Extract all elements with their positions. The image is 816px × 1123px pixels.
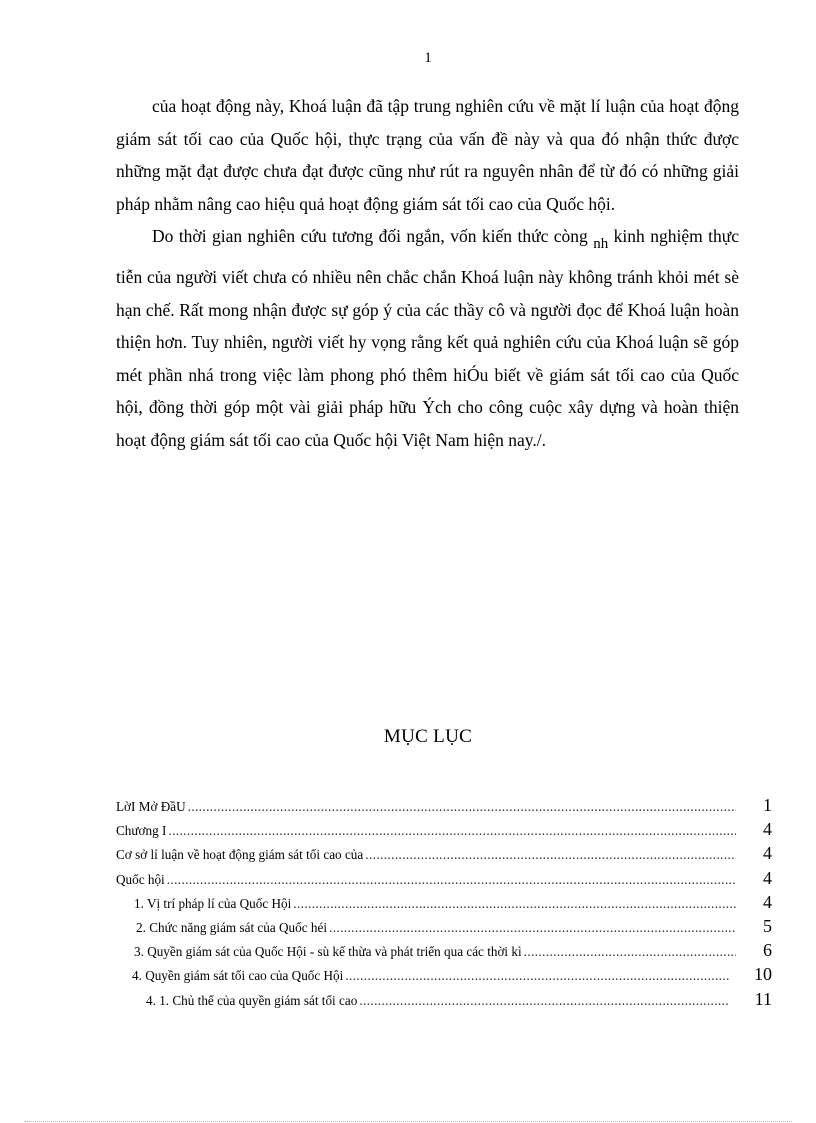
toc-entry-page: 1 (763, 795, 772, 815)
page-number: 1 (424, 50, 432, 66)
toc-entry-page: 5 (763, 915, 772, 936)
toc-leader-dots (345, 968, 730, 984)
toc-leader-dots (167, 872, 736, 888)
toc-entry-label: Chương I (116, 823, 167, 839)
toc-entry-label: LờI Mở ĐầU (116, 799, 186, 814)
toc-entry-page: 11 (754, 988, 772, 1009)
toc-entry[interactable] (116, 843, 772, 867)
toc-entry-label: 4. Quyền giám sát tối cao của Quốc Hội (132, 968, 344, 984)
toc-entry[interactable] (116, 989, 772, 1013)
table-of-contents (116, 795, 772, 1013)
misplaced-fragment: nh (593, 236, 609, 253)
toc-leader-dots (524, 944, 736, 960)
body-paragraph-text: kinh nghiệm thực tiễn của người viết chưa có nhiều nên chắc chắn Khoá luận này không tránh khỏi mét sè hạn chế. Rất mong nhận được sự góp ý của các thầy cô và người đọc để Khoá luận hoàn thiện hơn. Tuy nhiên, người viết hy vọng rằng kết quả nghiên cứu của Khoá luận sẽ góp mét phần nhá trong việc làm phong phó thêm hiÓu biết về giám sát tối cao của Quốc hội, đồng thời góp một vài giải pháp hữu Ých cho công cuộc xây dựng và hoàn thiện hoạt động giám sát tối cao của Quốc hội Việt Nam hiện nay./. (116, 226, 739, 450)
toc-entry-page: 6 (763, 940, 772, 961)
toc-entry[interactable] (116, 892, 772, 916)
toc-leader-dots (168, 823, 736, 839)
toc-entry[interactable] (116, 916, 772, 940)
toc-entry-page: 4 (763, 891, 772, 912)
toc-leader-dots (293, 896, 736, 912)
toc-entry-page: 10 (754, 964, 772, 985)
toc-entry[interactable] (116, 940, 772, 964)
toc-leader-dots (365, 847, 736, 863)
toc-leader-dots (329, 920, 736, 936)
page-bottom-divider (24, 1121, 792, 1122)
toc-entry-label: Cơ sở lí luận về hoạt động giám sát tối cao của (116, 847, 364, 863)
toc-entry[interactable] (116, 795, 772, 819)
toc-entry-label: 3. Quyền giám sát của Quốc Hội - sù kế thừa và phát triển qua các thời kì (134, 944, 522, 960)
toc-entry-page: 4 (763, 867, 772, 888)
toc-entry-label: 2. Chức năng giám sát của Quốc héi (136, 919, 327, 935)
toc-entry-label: 1. Vị trí pháp lí của Quốc Hội (134, 895, 292, 911)
toc-entry[interactable] (116, 964, 772, 988)
body-paragraph-text: Do thời gian nghiên cứu tương đối ngắn, vốn kiến thức còng (152, 226, 594, 247)
toc-entry-label: Quốc hội (116, 871, 165, 887)
toc-entry[interactable] (116, 819, 772, 843)
toc-entry-page: 4 (763, 819, 772, 840)
toc-leader-dots (188, 799, 736, 815)
toc-entry-label: 4. 1. Chủ thể của quyền giám sát tối cao (146, 992, 358, 1008)
toc-title: MỤC LỤC (383, 726, 473, 747)
body-paragraph-text: của hoạt động này, Khoá luận đã tập trung nghiên cứu về mặt lí luận của hoạt động giám sát tối cao của Quốc hội, thực trạng của vấn đề này và qua đó nhận thức được những mặt đạt được chưa đạt được cũng như rút ra nguyên nhân để từ đó có những giải pháp nhằm nâng cao hiệu quả hoạt động giám sát tối cao của Quốc hội. (116, 96, 739, 214)
toc-entry[interactable] (116, 868, 772, 892)
body-paragraph (116, 90, 739, 220)
body-paragraph (116, 220, 739, 456)
toc-leader-dots (359, 993, 728, 1009)
body-text (116, 90, 739, 457)
toc-entry-page: 4 (763, 843, 772, 864)
